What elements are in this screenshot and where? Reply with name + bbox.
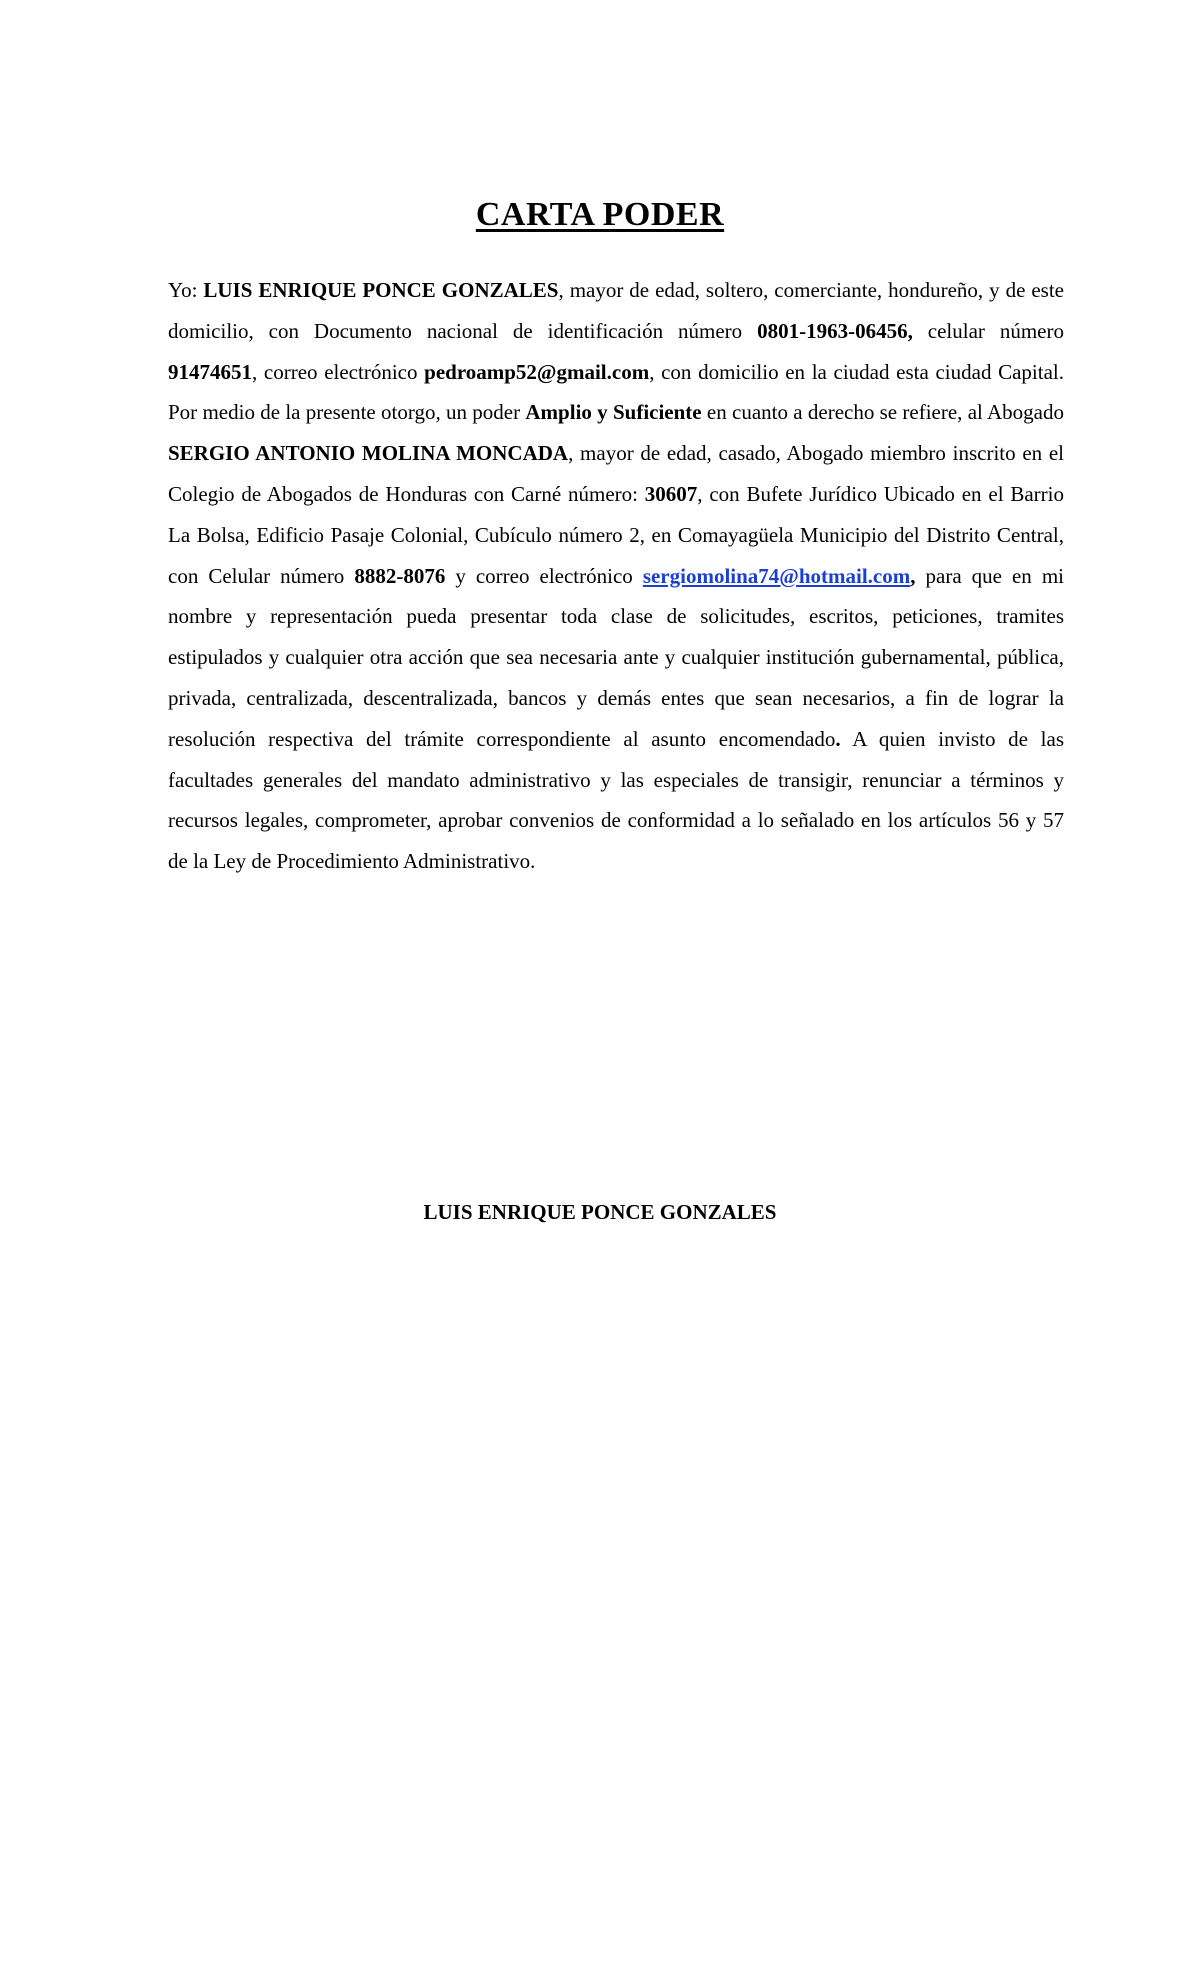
attorney-name: SERGIO ANTONIO MOLINA MONCADA xyxy=(168,441,569,466)
grantor-name: LUIS ENRIQUE PONCE GONZALES xyxy=(203,278,559,302)
body-text: , con domicilio en la ciudad esta ciudad Capital. Por medio de la presente otorgo, un poder xyxy=(168,359,1064,425)
body-text: , con Bufete Jurídico Ubicado en el Barrio La Bolsa, Edificio Pasaje Colonial, Cubículo número 2, en Comayagüela Municipio del Distrito Central, con Celular número xyxy=(168,481,1064,588)
body-text: , mayor de edad, soltero, comerciante, hondureño, y de este domicilio, con Documento nacional de identificación número xyxy=(168,278,1064,343)
body-text: y correo electrónico xyxy=(445,563,643,588)
body-text: , correo electrónico xyxy=(252,359,425,384)
grantor-id-number: 0801-1963-06456, xyxy=(757,318,913,343)
body-text: para que en mi nombre y representación pueda presentar toda clase de solicitudes, escritos, peticiones, tramites estipulados y cualquier otra acción que sea necesaria ante y cualquier institución gubernamental, pública, privada, centralizada, descentralizada, bancos y demás entes que sean necesarios, a fin de lograr la resolución respectiva del trámite correspondiente al asunto encomendado xyxy=(168,563,1064,751)
body-text: , mayor de edad, casado, Abogado miembro inscrito en el Colegio de Abogados de Honduras con Carné número: xyxy=(168,441,1064,506)
signature-name: LUIS ENRIQUE PONCE GONZALES xyxy=(423,1200,777,1224)
attorney-email-link[interactable]: sergiomolina74@hotmail.com xyxy=(642,563,911,588)
comma-mark: , xyxy=(910,563,916,588)
attorney-phone: 8882-8076 xyxy=(354,563,446,588)
body-text: A quien invisto de las facultades generales del mandato administrativo y las especiales de transigir, renunciar a términos y recursos legales, comprometer, aprobar convenios de conformidad a lo señalado en los artículos 56 y 57 de la Ley de Procedimiento Administrativo. xyxy=(168,726,1065,874)
grantor-email: pedroamp52@gmail.com xyxy=(424,359,650,384)
document-body-paragraph xyxy=(168,270,1064,882)
body-text: celular número xyxy=(912,318,1064,343)
period-mark: . xyxy=(835,726,841,751)
document-title: CARTA PODER xyxy=(475,196,725,233)
attorney-card-number: 30607 xyxy=(644,481,698,506)
power-type: Amplio y Suficiente xyxy=(525,400,702,425)
body-text: Yo: xyxy=(168,278,204,302)
grantor-phone: 91474651 xyxy=(168,359,252,384)
body-text: en cuanto a derecho se refiere, al Abogado xyxy=(701,400,1064,425)
